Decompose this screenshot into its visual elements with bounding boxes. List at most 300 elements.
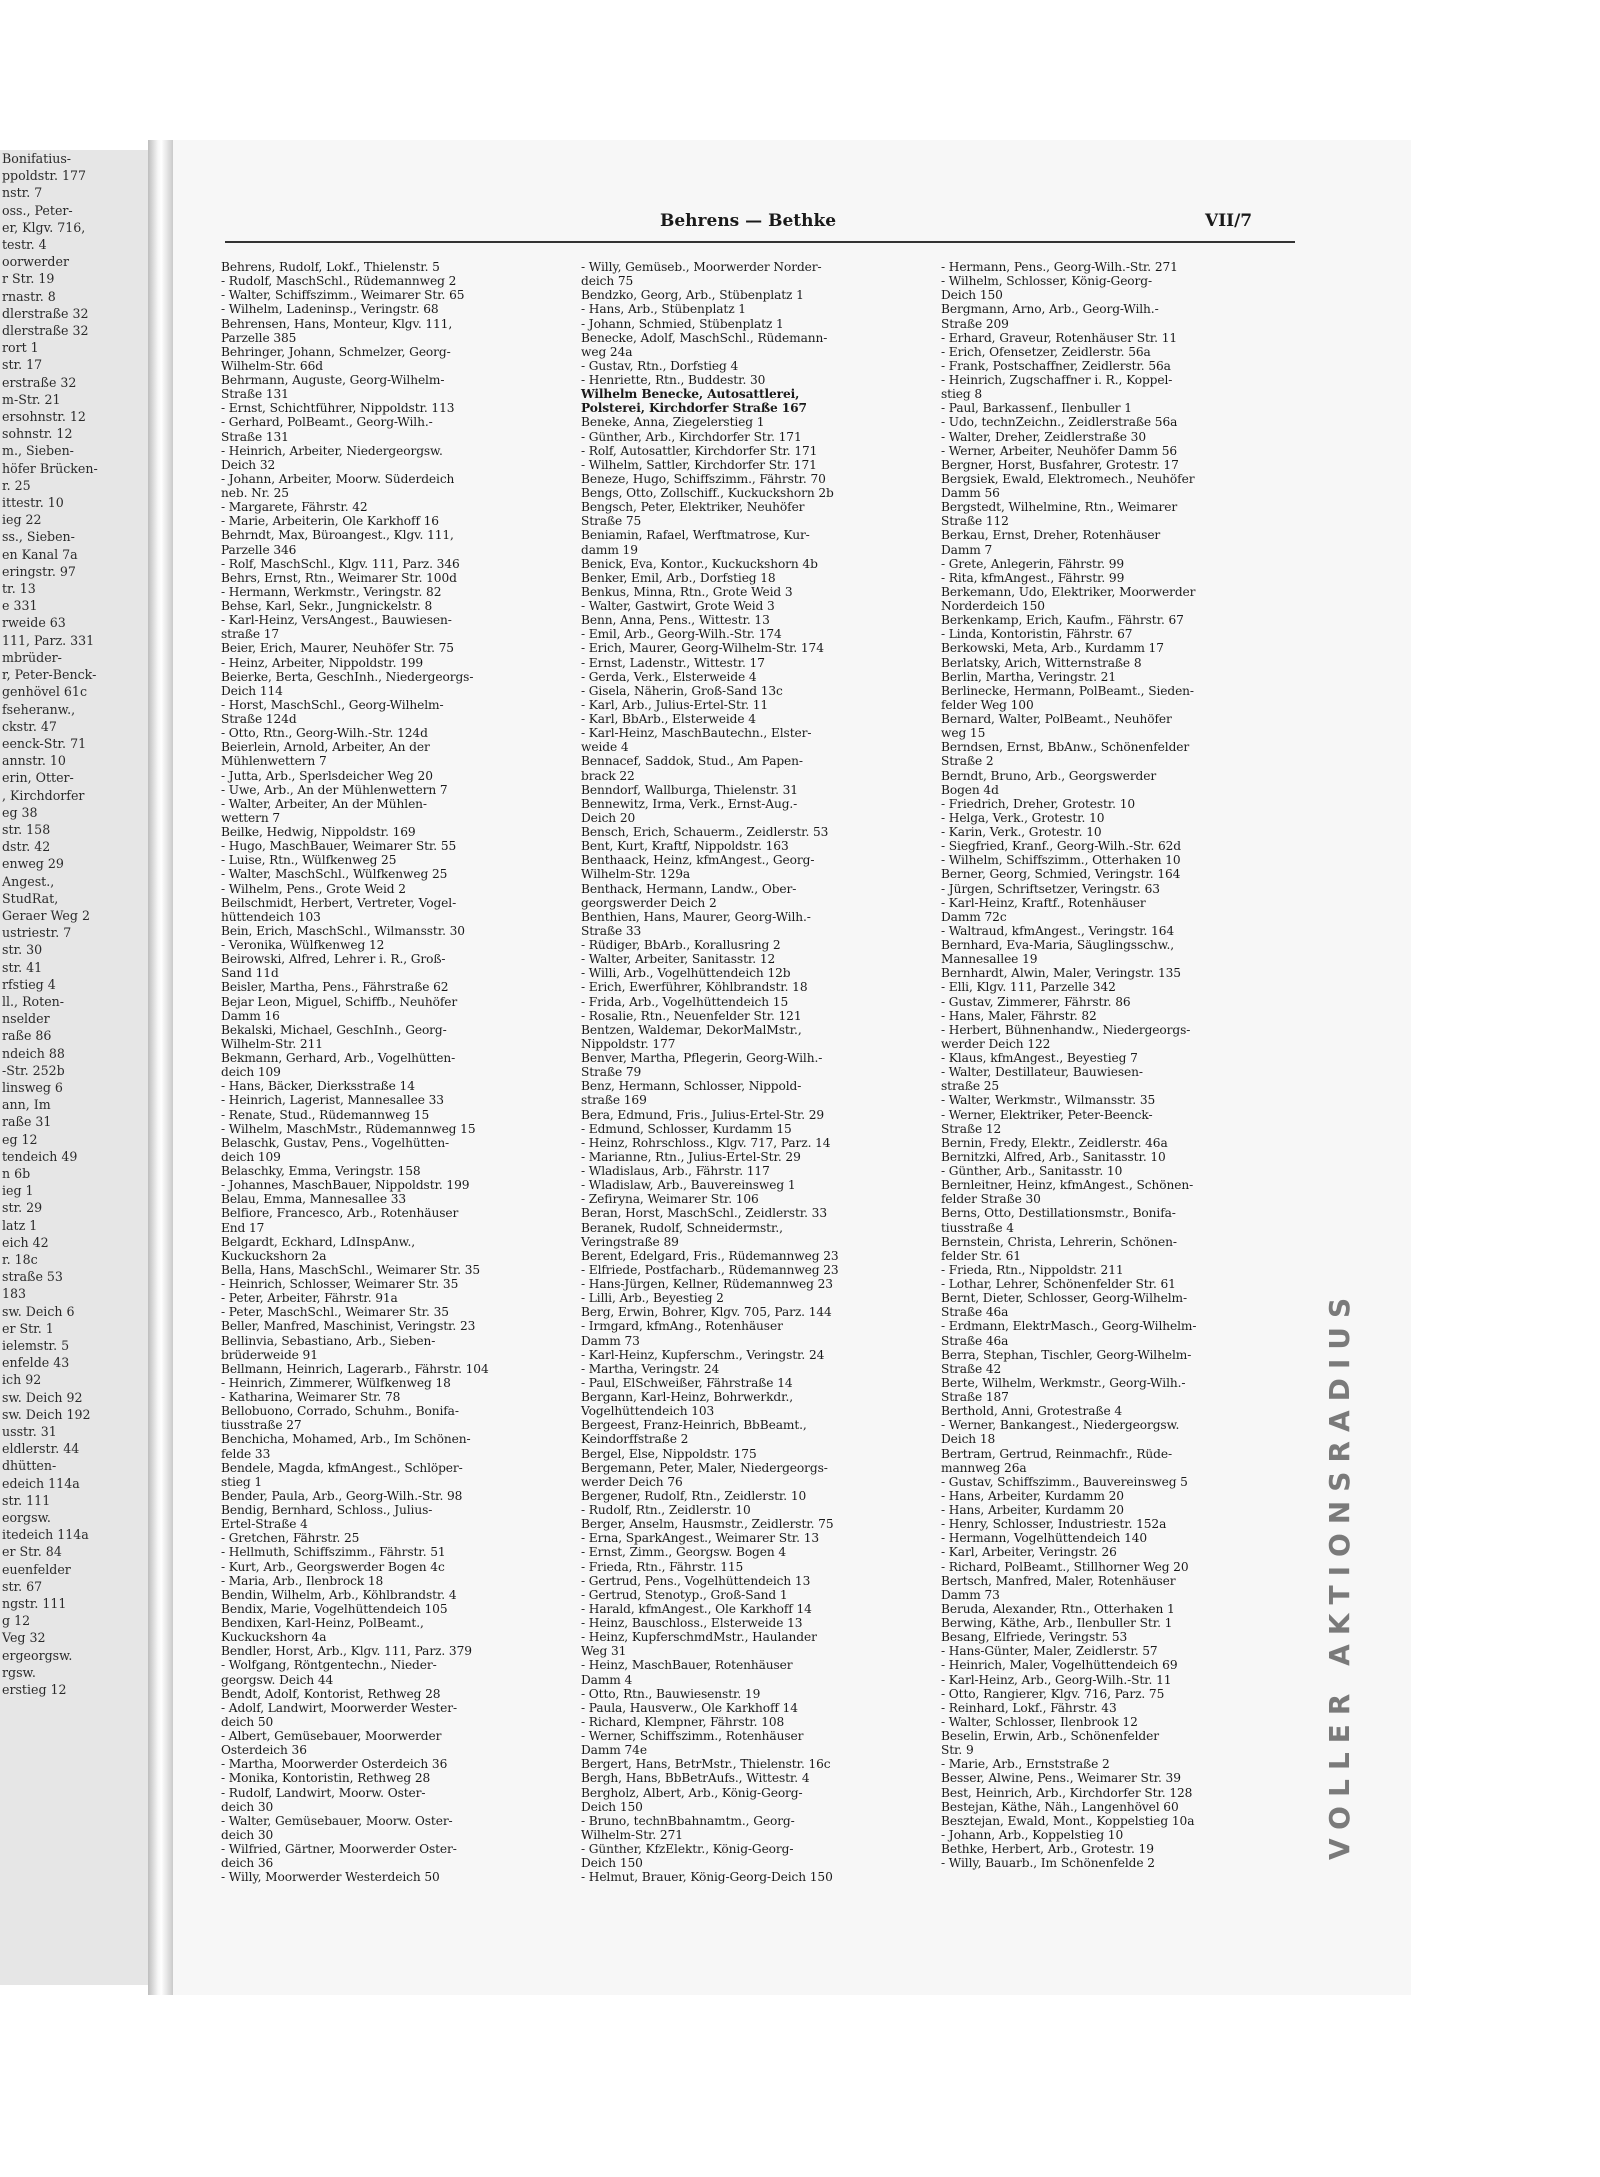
directory-entry-line: - Reinhard, Lokf., Fährstr. 43 bbox=[941, 1700, 1117, 1715]
directory-entry-line: Bergner, Horst, Busfahrer, Grotestr. 17 bbox=[941, 457, 1179, 472]
directory-entry-line: - Heinz, Arbeiter, Nippoldstr. 199 bbox=[221, 655, 424, 670]
left-page-line: ustriestr. 7 bbox=[2, 925, 72, 941]
directory-entry-line: - Maria, Arb., Ilenbrock 18 bbox=[221, 1573, 384, 1588]
left-page-line: annstr. 10 bbox=[2, 753, 66, 769]
directory-entry-line: Wilhelm-Str. 271 bbox=[581, 1827, 683, 1842]
left-page-line: ngstr. 111 bbox=[2, 1596, 67, 1612]
directory-entry-line: felder Straße 30 bbox=[941, 1192, 1041, 1207]
left-page-line: str. 111 bbox=[2, 1492, 51, 1508]
directory-entry-line: straße 169 bbox=[581, 1093, 647, 1108]
directory-entry-line: brack 22 bbox=[581, 768, 635, 783]
left-page-line: eorgsw. bbox=[2, 1510, 51, 1526]
directory-entry-line: - Klaus, kfmAngest., Beyestieg 7 bbox=[941, 1051, 1138, 1065]
directory-entry-line: - Willy, Bauarb., Im Schönenfelde 2 bbox=[941, 1856, 1155, 1871]
directory-entry-line: - Ernst, Ladenstr., Wittestr. 17 bbox=[581, 655, 765, 670]
directory-entry-line: - Karl-Heinz, MaschBautechn., Elster- bbox=[581, 726, 812, 741]
directory-entry-line: Bensch, Erich, Schauerm., Zeidlerstr. 53 bbox=[581, 825, 829, 839]
directory-entry-line: - Irmgard, kfmAng., Rotenhäuser bbox=[581, 1319, 783, 1334]
left-page-line: ielemstr. 5 bbox=[2, 1338, 70, 1354]
directory-entry-line: Bendler, Horst, Arb., Klgv. 111, Parz. 379 bbox=[221, 1644, 472, 1659]
directory-entry-line: - Johannes, MaschBauer, Nippoldstr. 199 bbox=[221, 1178, 470, 1193]
left-page-line: eg 38 bbox=[2, 804, 38, 820]
directory-entry-line: - Rudolf, MaschSchl., Rüdemannweg 2 bbox=[221, 274, 457, 289]
left-page-line: r. 18c bbox=[2, 1252, 38, 1267]
directory-entry-line: - Erhard, Graveur, Rotenhäuser Str. 11 bbox=[941, 330, 1178, 345]
left-page-line: nstr. 7 bbox=[2, 185, 43, 201]
directory-entry-line: - Rüdiger, BbArb., Korallusring 2 bbox=[581, 938, 781, 952]
directory-entry-line: - Marie, Arb., Ernststraße 2 bbox=[941, 1757, 1110, 1772]
directory-entry-line: - Willi, Arb., Vogelhüttendeich 12b bbox=[581, 966, 791, 981]
directory-entry-line: - Monika, Kontoristin, Rethweg 28 bbox=[221, 1771, 431, 1786]
directory-entry-line: felder Weg 100 bbox=[941, 697, 1034, 712]
directory-entry-line: - Erich, Ewerführer, Köhlbrandstr. 18 bbox=[581, 980, 808, 995]
left-page-line: Geraer Weg 2 bbox=[2, 907, 90, 923]
directory-entry-line: Mannesallee 19 bbox=[941, 952, 1038, 967]
directory-entry-line: - Heinz, Bauschloss., Elsterweide 13 bbox=[581, 1616, 803, 1630]
directory-entry-line: - Uwe, Arb., An der Mühlenwettern 7 bbox=[221, 782, 448, 797]
directory-entry-line: - Heinrich, Arbeiter, Niedergeorgsw. bbox=[221, 443, 443, 458]
left-page-line: er Str. 84 bbox=[2, 1544, 62, 1560]
directory-entry-line: Benthaack, Heinz, kfmAngest., Georg- bbox=[581, 853, 815, 868]
directory-entry-line: Bergener, Rudolf, Rtn., Zeidlerstr. 10 bbox=[581, 1488, 807, 1503]
directory-entry-line: Deich 18 bbox=[941, 1432, 996, 1447]
directory-entry-line: Behringer, Johann, Schmelzer, Georg- bbox=[221, 344, 451, 359]
directory-entry-line: straße 25 bbox=[941, 1079, 1000, 1094]
left-page-line: ich 92 bbox=[2, 1372, 42, 1388]
left-page-line: , Kirchdorfer bbox=[2, 787, 85, 803]
left-page-fragment bbox=[0, 150, 149, 1985]
directory-entry-line: - Wolfgang, Röntgentechn., Nieder- bbox=[221, 1658, 437, 1673]
directory-entry-line: Berger, Anselm, Hausmstr., Zeidlerstr. 75 bbox=[581, 1517, 834, 1532]
directory-entry-line: Benver, Martha, Pflegerin, Georg-Wilh.- bbox=[581, 1051, 823, 1065]
left-page-line: m-Str. 21 bbox=[2, 391, 61, 407]
directory-entry-line: Bernleitner, Heinz, kfmAngest., Schönen- bbox=[941, 1178, 1194, 1193]
directory-entry-line: - Walter, Schlosser, Ilenbrook 12 bbox=[941, 1714, 1138, 1729]
directory-entry-line: - Günther, Arb., Sanitasstr. 10 bbox=[941, 1164, 1123, 1178]
directory-entry-line: Bernard, Walter, PolBeamt., Neuhöfer bbox=[941, 712, 1172, 726]
directory-entry-line: Kuckuckshorn 2a bbox=[221, 1248, 327, 1263]
directory-entry-line: - Wilhelm, Schiffszimm., Otterhaken 10 bbox=[941, 853, 1181, 868]
directory-entry-line: Beneze, Hugo, Schiffszimm., Fährstr. 70 bbox=[581, 471, 826, 486]
left-page-line: m., Sieben- bbox=[2, 443, 74, 459]
directory-entry-line: - Hermann, Pens., Georg-Wilh.-Str. 271 bbox=[941, 260, 1178, 274]
left-page-line: rfstieg 4 bbox=[2, 976, 56, 992]
directory-entry-line: Bendzko, Georg, Arb., Stübenplatz 1 bbox=[581, 288, 804, 303]
directory-entry-line: - Heinz, KupferschmdMstr., Haulander bbox=[581, 1630, 817, 1645]
directory-entry-line: - Elli, Klgv. 111, Parzelle 342 bbox=[941, 980, 1116, 995]
left-page-line: Bonifatius- bbox=[2, 151, 72, 166]
directory-entry-line: - Marianne, Rtn., Julius-Ertel-Str. 29 bbox=[581, 1149, 801, 1164]
directory-entry-line: - Walter, Arbeiter, An der Mühlen- bbox=[221, 796, 427, 811]
directory-entry-line: deich 75 bbox=[581, 274, 634, 289]
directory-entry-line: - Hermann, Werkmstr., Veringstr. 82 bbox=[221, 584, 442, 599]
directory-entry-line: - Paula, Hausverw., Ole Karkhoff 14 bbox=[581, 1700, 798, 1715]
directory-entry-line: Behrensen, Hans, Monteur, Klgv. 111, bbox=[221, 316, 453, 331]
directory-entry-line: Beruda, Alexander, Rtn., Otterhaken 1 bbox=[941, 1601, 1175, 1616]
directory-entry-line: Beller, Manfred, Maschinist, Veringstr. 23 bbox=[221, 1319, 476, 1334]
directory-entry-line: Berndsen, Ernst, BbAnw., Schönenfelder bbox=[941, 740, 1190, 755]
left-page-line: latz 1 bbox=[2, 1217, 38, 1233]
directory-entry-line: Bethke, Herbert, Arb., Grotestr. 19 bbox=[941, 1842, 1154, 1856]
directory-entry-line: Bellobuono, Corrado, Schuhm., Bonifa- bbox=[221, 1404, 459, 1419]
directory-entry-line: Bekalski, Michael, GeschInh., Georg- bbox=[221, 1022, 447, 1037]
directory-entry-line: - Heinrich, Zugschaffner i. R., Koppel- bbox=[941, 373, 1173, 387]
directory-entry-line: - Rolf, MaschSchl., Klgv. 111, Parz. 346 bbox=[221, 556, 460, 571]
directory-entry-line: Damm 4 bbox=[581, 1672, 633, 1687]
directory-entry-line: Berkemann, Udo, Elektriker, Moorwerder bbox=[941, 584, 1196, 599]
directory-entry-line: - Siegfried, Kranf., Georg-Wilh.-Str. 62d bbox=[941, 839, 1181, 854]
directory-entry-line: - Emil, Arb., Georg-Wilh.-Str. 174 bbox=[581, 627, 782, 642]
directory-entry-line: Berner, Georg, Schmied, Veringstr. 164 bbox=[941, 867, 1181, 882]
book-gutter bbox=[148, 140, 172, 1995]
directory-entry-line: Str. 9 bbox=[941, 1743, 974, 1758]
side-advertisement bbox=[1323, 360, 1363, 1860]
directory-entry-line: weide 4 bbox=[581, 740, 629, 755]
left-page-line: StudRat, bbox=[2, 890, 59, 906]
directory-entry-line: Bendt, Adolf, Kontorist, Rethweg 28 bbox=[221, 1686, 441, 1701]
directory-entry-line: damm 19 bbox=[581, 542, 638, 557]
left-page-line: testr. 4 bbox=[2, 237, 47, 253]
directory-entry-line: - Grete, Anlegerin, Fährstr. 99 bbox=[941, 556, 1125, 571]
directory-entry-line: - Hans, Maler, Fährstr. 82 bbox=[941, 1008, 1097, 1023]
directory-entry-line: - Werner, Elektriker, Peter-Beenck- bbox=[941, 1107, 1153, 1122]
directory-entry-line: - Walter, Dreher, Zeidlerstraße 30 bbox=[941, 429, 1146, 444]
left-page-line: linsweg 6 bbox=[2, 1079, 63, 1095]
directory-entry-line: - Luise, Rtn., Wülfkenweg 25 bbox=[221, 853, 397, 868]
directory-entry-line: tiusstraße 27 bbox=[221, 1418, 302, 1433]
directory-entry-line: - Walter, Schiffszimm., Weimarer Str. 65 bbox=[221, 288, 465, 303]
directory-entry-line: - Hans, Arb., Stübenplatz 1 bbox=[581, 302, 746, 317]
left-page-line: rgsw. bbox=[2, 1664, 36, 1680]
directory-entry-line: felder Str. 61 bbox=[941, 1248, 1021, 1263]
directory-entry-line: - Walter, Gemüsebauer, Moorw. Oster- bbox=[221, 1813, 453, 1828]
directory-entry-line: Benn, Anna, Pens., Wittestr. 13 bbox=[581, 613, 770, 628]
left-page-line: er, Klgv. 716, bbox=[2, 219, 86, 235]
directory-entry-line: - Erna, SparkAngest., Weimarer Str. 13 bbox=[581, 1531, 820, 1546]
directory-entry-line: Besser, Alwine, Pens., Weimarer Str. 39 bbox=[941, 1771, 1181, 1786]
directory-entry-line: - Helmut, Brauer, König-Georg-Deich 150 bbox=[581, 1870, 833, 1885]
left-page-line: nselder bbox=[2, 1011, 50, 1027]
directory-entry-line: - Gerhard, PolBeamt., Georg-Wilh.- bbox=[221, 415, 433, 430]
directory-entry-line: Straße 209 bbox=[941, 316, 1009, 331]
directory-entry-line: Berlinecke, Hermann, PolBeamt., Sieden- bbox=[941, 683, 1194, 698]
directory-entry-line: Benkus, Minna, Rtn., Grote Weid 3 bbox=[581, 584, 793, 599]
left-page-line: str. 29 bbox=[2, 1200, 43, 1216]
directory-entry-line: Besztejan, Ewald, Mont., Koppelstieg 10a bbox=[941, 1813, 1195, 1828]
directory-entry-line: Damm 56 bbox=[941, 486, 1000, 500]
directory-entry-line: Benz, Hermann, Schlosser, Nippold- bbox=[581, 1079, 802, 1094]
directory-entry-line: - Wilhelm, Pens., Grote Weid 2 bbox=[221, 881, 406, 896]
directory-entry-line: - Otto, Rangierer, Klgv. 716, Parz. 75 bbox=[941, 1686, 1165, 1701]
directory-entry-line: Bertram, Gertrud, Reinmachfr., Rüde- bbox=[941, 1446, 1172, 1461]
left-page-line: Veg 32 bbox=[2, 1630, 46, 1646]
directory-entry-line: Mühlenwettern 7 bbox=[221, 754, 327, 769]
left-page-line: raße 86 bbox=[2, 1028, 52, 1044]
directory-entry-line: - Rosalie, Rtn., Neuenfelder Str. 121 bbox=[581, 1008, 802, 1023]
directory-entry-line: Bella, Hans, MaschSchl., Weimarer Str. 35 bbox=[221, 1262, 481, 1277]
directory-entry-line: Berlin, Martha, Veringstr. 21 bbox=[941, 669, 1116, 684]
directory-entry-line: Belaschk, Gustav, Pens., Vogelhütten- bbox=[221, 1135, 450, 1150]
directory-entry-line: Benndorf, Wallburga, Thielenstr. 31 bbox=[581, 782, 798, 797]
directory-entry-line: hüttendeich 103 bbox=[221, 909, 321, 924]
left-page-line: straße 53 bbox=[2, 1269, 63, 1285]
directory-entry-line: Bendin, Wilhelm, Arb., Köhlbrandstr. 4 bbox=[221, 1587, 457, 1602]
directory-entry-line: - Johann, Schmied, Stübenplatz 1 bbox=[581, 316, 784, 331]
directory-entry-line: Ertel-Straße 4 bbox=[221, 1517, 308, 1532]
directory-entry-line: Beselin, Erwin, Arb., Schönenfelder bbox=[941, 1729, 1159, 1743]
directory-entry-line: Bernhardt, Alwin, Maler, Veringstr. 135 bbox=[941, 966, 1181, 981]
directory-entry-line: - Gisela, Näherin, Groß-Sand 13c bbox=[581, 683, 783, 698]
directory-entry-line: Bestejan, Käthe, Näh., Langenhövel 60 bbox=[941, 1799, 1179, 1814]
directory-entry-line: Bernitzki, Alfred, Arb., Sanitasstr. 10 bbox=[941, 1149, 1166, 1164]
directory-entry-line: - Paul, ElSchweißer, Fährstraße 14 bbox=[581, 1375, 793, 1390]
directory-entry-line: - Jutta, Arb., Sperlsdeicher Weg 20 bbox=[221, 768, 433, 783]
directory-entry-line: Benchicha, Mohamed, Arb., Im Schönen- bbox=[221, 1432, 471, 1447]
directory-entry-line: - Frieda, Rtn., Nippoldstr. 211 bbox=[941, 1262, 1124, 1277]
directory-entry-line: deich 36 bbox=[221, 1856, 274, 1871]
left-page-line: sohnstr. 12 bbox=[2, 426, 73, 442]
directory-entry-line: Damm 7 bbox=[941, 542, 993, 557]
left-page-line: rweide 63 bbox=[2, 615, 66, 631]
directory-entry-line: - Karl, Arbeiter, Veringstr. 26 bbox=[941, 1545, 1117, 1560]
directory-entry-line: Berlatsky, Arich, Witternstraße 8 bbox=[941, 655, 1142, 670]
left-page-line: ppoldstr. 177 bbox=[2, 168, 86, 184]
left-page-line: -Str. 252b bbox=[2, 1062, 65, 1078]
directory-entry-line: Behrndt, Max, Büroangest., Klgv. 111, bbox=[221, 528, 454, 543]
directory-entry-line: Berwing, Käthe, Arb., Ilenbuller Str. 1 bbox=[941, 1616, 1173, 1630]
directory-entry-line: - Ernst, Zimm., Georgsw. Bogen 4 bbox=[581, 1545, 787, 1560]
directory-entry-line: neb. Nr. 25 bbox=[221, 486, 289, 500]
directory-entry-line: Berns, Otto, Destillationsmstr., Bonifa- bbox=[941, 1206, 1176, 1221]
directory-entry-line: Damm 73 bbox=[581, 1333, 640, 1348]
directory-entry-line: - Wilhelm, Sattler, Kirchdorfer Str. 171 bbox=[581, 457, 817, 472]
directory-entry-line: Beran, Horst, MaschSchl., Zeidlerstr. 33 bbox=[581, 1206, 827, 1221]
header-rule bbox=[225, 241, 1295, 243]
left-page-line: eich 42 bbox=[2, 1234, 49, 1250]
directory-entry-line: Sand 11d bbox=[221, 966, 279, 981]
directory-entry-line: straße 17 bbox=[221, 627, 280, 642]
directory-entry-line: Bertsch, Manfred, Maler, Rotenhäuser bbox=[941, 1573, 1176, 1588]
left-page-line: mbrüder- bbox=[2, 649, 62, 665]
directory-entry-line: - Martha, Veringstr. 24 bbox=[581, 1361, 720, 1376]
directory-entry-line: Belfiore, Francesco, Arb., Rotenhäuser bbox=[221, 1206, 459, 1221]
directory-entry-line: Benker, Emil, Arb., Dorfstieg 18 bbox=[581, 570, 776, 585]
directory-entry-line: - Wladislaus, Arb., Fährstr. 117 bbox=[581, 1164, 770, 1178]
directory-entry-line: - Wilhelm, Ladeninsp., Veringstr. 68 bbox=[221, 302, 439, 317]
directory-entry-line: - Richard, PolBeamt., Stillhorner Weg 20 bbox=[941, 1559, 1189, 1574]
directory-entry-line: Bernhard, Eva-Maria, Säuglingsschw., bbox=[941, 938, 1175, 952]
directory-entry-line: brüderweide 91 bbox=[221, 1347, 318, 1362]
left-page-line: eringstr. 97 bbox=[2, 563, 76, 579]
directory-entry-line: - Martha, Moorwerder Osterdeich 36 bbox=[221, 1757, 448, 1772]
left-page-line: erstraße 32 bbox=[2, 374, 77, 390]
directory-entry-line: stieg 1 bbox=[221, 1474, 262, 1489]
directory-entry-line: Beier, Erich, Maurer, Neuhöfer Str. 75 bbox=[221, 641, 454, 656]
directory-entry-line: Bendix, Marie, Vogelhüttendeich 105 bbox=[221, 1601, 448, 1616]
left-page-line: ann, Im bbox=[2, 1097, 51, 1113]
directory-entry-line: - Harald, kfmAngest., Ole Karkhoff 14 bbox=[581, 1601, 812, 1616]
directory-entry-line: Bein, Erich, MaschSchl., Wilmansstr. 30 bbox=[221, 923, 465, 938]
directory-entry-line: - Gerda, Verk., Elsterweide 4 bbox=[581, 669, 757, 684]
directory-entry-line: Bergholz, Albert, Arb., König-Georg- bbox=[581, 1785, 803, 1800]
directory-entry-line: - Henry, Schlosser, Industriestr. 152a bbox=[941, 1517, 1167, 1532]
directory-entry-line: - Karl, BbArb., Elsterweide 4 bbox=[581, 712, 756, 726]
left-page-line: ersohnstr. 12 bbox=[2, 409, 86, 425]
left-page-line: usstr. 31 bbox=[2, 1424, 57, 1440]
left-page-line: höfer Brücken- bbox=[2, 460, 98, 476]
directory-entry-line: Bergmann, Arno, Arb., Georg-Wilh.- bbox=[941, 302, 1159, 317]
directory-entry-line: Bergel, Else, Nippoldstr. 175 bbox=[581, 1446, 757, 1461]
directory-entry-line: - Gretchen, Fährstr. 25 bbox=[221, 1531, 360, 1546]
directory-entry-line: deich 50 bbox=[221, 1714, 274, 1729]
directory-entry-line: Straße 124d bbox=[221, 712, 297, 726]
directory-entry-line: - Margarete, Fährstr. 42 bbox=[221, 500, 368, 515]
directory-entry-line: - Veronika, Wülfkenweg 12 bbox=[221, 938, 385, 952]
directory-entry-line: Deich 150 bbox=[941, 288, 1003, 303]
left-page-line: sw. Deich 6 bbox=[2, 1303, 75, 1319]
directory-entry-line: Straße 46a bbox=[941, 1333, 1009, 1348]
left-page-line: dlerstraße 32 bbox=[2, 305, 89, 321]
left-page-line: enweg 29 bbox=[2, 856, 64, 872]
left-page-line: 111, Parz. 331 bbox=[2, 632, 95, 648]
directory-entry-line: Belgardt, Eckhard, LdInspAnw., bbox=[221, 1234, 416, 1249]
left-page-line: erstieg 12 bbox=[2, 1682, 67, 1698]
directory-entry-line: Deich 114 bbox=[221, 683, 283, 698]
directory-entry-line: - Albert, Gemüsebauer, Moorwerder bbox=[221, 1729, 442, 1743]
directory-entry-line: - Werner, Arbeiter, Neuhöfer Damm 56 bbox=[941, 443, 1178, 458]
directory-entry-line: Benick, Eva, Kontor., Kuckuckshorn 4b bbox=[581, 556, 818, 571]
directory-entry-line: - Karl, Arb., Julius-Ertel-Str. 11 bbox=[581, 697, 769, 712]
directory-entry-line: Beranek, Rudolf, Schneidermstr., bbox=[581, 1220, 783, 1235]
directory-entry-line: - Karl-Heinz, Kraftf., Rotenhäuser bbox=[941, 895, 1146, 910]
directory-entry-line: - Wilhelm, Schlosser, König-Georg- bbox=[941, 274, 1152, 289]
directory-entry-line: Parzelle 385 bbox=[221, 330, 297, 345]
directory-entry-line: Berent, Edelgard, Fris., Rüdemannweg 23 bbox=[581, 1248, 839, 1263]
left-page-line: sw. Deich 192 bbox=[2, 1406, 91, 1422]
directory-entry-line: - Heinrich, Lagerist, Mannesallee 33 bbox=[221, 1093, 444, 1108]
directory-entry-line: georgswerder Deich 2 bbox=[581, 895, 717, 910]
left-page-line: tendeich 49 bbox=[2, 1148, 78, 1164]
left-page-line: dhütten- bbox=[2, 1458, 57, 1474]
directory-entry-line: - Edmund, Schlosser, Kurdamm 15 bbox=[581, 1121, 792, 1136]
directory-entry-line: Damm 72c bbox=[941, 909, 1007, 924]
directory-entry-line: Straße 131 bbox=[221, 387, 289, 402]
left-page-line: ittestr. 10 bbox=[2, 495, 64, 511]
left-page-line: ll., Roten- bbox=[2, 993, 65, 1009]
directory-entry-line: - Gertrud, Stenotyp., Groß-Sand 1 bbox=[581, 1587, 788, 1602]
directory-entry-line: Berra, Stephan, Tischler, Georg-Wilhelm- bbox=[941, 1347, 1192, 1362]
directory-entry-line: - Gustav, Schiffszimm., Bauvereinsweg 5 bbox=[941, 1474, 1188, 1489]
directory-entry-line: - Hugo, MaschBauer, Weimarer Str. 55 bbox=[221, 839, 457, 854]
directory-entry-line: Berndt, Bruno, Arb., Georgswerder bbox=[941, 768, 1157, 783]
directory-entry-line: - Zefiryna, Weimarer Str. 106 bbox=[581, 1192, 759, 1207]
left-page-line: ieg 22 bbox=[2, 512, 42, 528]
directory-entry-line: - Waltraud, kfmAngest., Veringstr. 164 bbox=[941, 923, 1175, 938]
left-page-line: sw. Deich 92 bbox=[2, 1389, 83, 1405]
left-page-line: euenfelder bbox=[2, 1561, 71, 1577]
directory-entry-line: - Heinz, MaschBauer, Rotenhäuser bbox=[581, 1658, 793, 1673]
left-page-line: enfelde 43 bbox=[2, 1355, 70, 1371]
directory-entry-line: Bellmann, Heinrich, Lagerarb., Fährstr. 104 bbox=[221, 1361, 489, 1376]
directory-entry-line: tiusstraße 4 bbox=[941, 1220, 1014, 1235]
directory-entry-line: Belau, Emma, Mannesallee 33 bbox=[221, 1192, 407, 1207]
directory-entry-line: - Henriette, Rtn., Buddestr. 30 bbox=[581, 373, 766, 387]
directory-entry-line: Polsterei, Kirchdorfer Straße 167 bbox=[581, 401, 807, 416]
directory-entry-line: - Heinz, Rohrschloss., Klgv. 717, Parz. 14 bbox=[581, 1135, 831, 1150]
left-page-line: genhövel 61c bbox=[2, 684, 87, 700]
directory-entry-line: - Hermann, Vogelhüttendeich 140 bbox=[941, 1531, 1148, 1546]
directory-entry-line: - Walter, Arbeiter, Sanitasstr. 12 bbox=[581, 952, 776, 967]
left-page-line: ckstr. 47 bbox=[2, 718, 57, 734]
directory-entry-line: Berg, Erwin, Bohrer, Klgv. 705, Parz. 144 bbox=[581, 1305, 832, 1320]
left-page-line: str. 41 bbox=[2, 959, 43, 975]
left-page-line: rnastr. 8 bbox=[2, 288, 56, 304]
left-page-line: n 6b bbox=[2, 1165, 31, 1181]
directory-entry-line: Bendele, Magda, kfmAngest., Schlöper- bbox=[221, 1460, 463, 1475]
left-page-line: eg 12 bbox=[2, 1131, 38, 1147]
directory-entry-line: Beilschmidt, Herbert, Vertreter, Vogel- bbox=[221, 895, 457, 910]
directory-entry-line: - Walter, Werkmstr., Wilmansstr. 35 bbox=[941, 1093, 1156, 1108]
directory-entry-line: - Frida, Arb., Vogelhüttendeich 15 bbox=[581, 994, 789, 1009]
directory-entry-line: Beierke, Berta, GeschInh., Niedergeorgs- bbox=[221, 669, 474, 684]
left-page-line: edeich 114a bbox=[2, 1475, 80, 1491]
directory-entry-line: - Günther, KfzElektr., König-Georg- bbox=[581, 1842, 794, 1856]
left-page-line: r, Peter-Benck- bbox=[2, 667, 97, 683]
directory-entry-line: Weg 31 bbox=[581, 1644, 627, 1659]
directory-entry-line: Damm 73 bbox=[941, 1587, 1000, 1602]
directory-entry-line: Bergstedt, Wilhelmine, Rtn., Weimarer bbox=[941, 500, 1178, 515]
directory-entry-line: - Karl-Heinz, VersAngest., Bauwiesen- bbox=[221, 613, 452, 628]
directory-entry-line: - Friedrich, Dreher, Grotestr. 10 bbox=[941, 796, 1136, 811]
left-page-line: 183 bbox=[2, 1286, 27, 1302]
directory-entry-line: stieg 8 bbox=[941, 387, 982, 402]
directory-entry-line: Berthold, Anni, Grotestraße 4 bbox=[941, 1404, 1123, 1419]
directory-entry-line: - Peter, MaschSchl., Weimarer Str. 35 bbox=[221, 1305, 449, 1320]
directory-entry-line: Bellinvia, Sebastiano, Arb., Sieben- bbox=[221, 1333, 436, 1348]
left-page-line: ergeorgsw. bbox=[2, 1647, 73, 1663]
directory-entry-line: - Heinrich, Schlosser, Weimarer Str. 35 bbox=[221, 1277, 459, 1291]
directory-entry-line: werder Deich 76 bbox=[581, 1474, 683, 1489]
directory-entry-line: Beilke, Hedwig, Nippoldstr. 169 bbox=[221, 825, 416, 839]
directory-entry-line: deich 30 bbox=[221, 1799, 274, 1814]
directory-entry-line: - Walter, MaschSchl., Wülfkenweg 25 bbox=[221, 867, 448, 882]
left-page-line: g 12 bbox=[2, 1613, 31, 1629]
directory-entry-line: Parzelle 346 bbox=[221, 542, 297, 557]
directory-entry-line: - Hellmuth, Schiffszimm., Fährstr. 51 bbox=[221, 1545, 446, 1560]
directory-entry-line: - Hans, Arbeiter, Kurdamm 20 bbox=[941, 1488, 1124, 1503]
directory-entry-line: Behse, Karl, Sekr., Jungnickelstr. 8 bbox=[221, 599, 433, 613]
directory-entry-line: Bentzen, Waldemar, DekorMalMstr., bbox=[581, 1022, 802, 1037]
directory-entry-line: - Frieda, Rtn., Fährstr. 115 bbox=[581, 1559, 744, 1574]
column-1 bbox=[221, 260, 539, 1884]
directory-entry-line: - Marie, Arbeiterin, Ole Karkhoff 16 bbox=[221, 514, 439, 529]
directory-entry-line: - Frank, Postschaffner, Zeidlerstr. 56a bbox=[941, 358, 1171, 373]
directory-entry-line: Benthack, Hermann, Landw., Ober- bbox=[581, 881, 797, 896]
directory-entry-line: Bejar Leon, Miguel, Schiffb., Neuhöfer bbox=[221, 994, 458, 1009]
left-page-line: erin, Otter- bbox=[2, 770, 74, 786]
directory-entry-line: deich 109 bbox=[221, 1065, 281, 1080]
left-page-line: fseheranw., bbox=[2, 701, 76, 717]
directory-entry-line: Straße 112 bbox=[941, 514, 1009, 529]
directory-entry-line: Bengs, Otto, Zollschiff., Kuckuckshorn 2b bbox=[581, 486, 834, 500]
directory-entry-line: Veringstraße 89 bbox=[581, 1234, 679, 1249]
directory-entry-line: Behrmann, Auguste, Georg-Wilhelm- bbox=[221, 373, 445, 387]
left-page-line: oss., Peter- bbox=[2, 202, 73, 218]
directory-entry-line: - Bruno, technBbahnamtm., Georg- bbox=[581, 1813, 795, 1828]
directory-entry-line: - Hans-Jürgen, Kellner, Rüdemannweg 23 bbox=[581, 1277, 833, 1291]
directory-entry-line: End 17 bbox=[221, 1220, 265, 1235]
directory-entry-line: - Johann, Arb., Koppelstieg 10 bbox=[941, 1827, 1124, 1842]
